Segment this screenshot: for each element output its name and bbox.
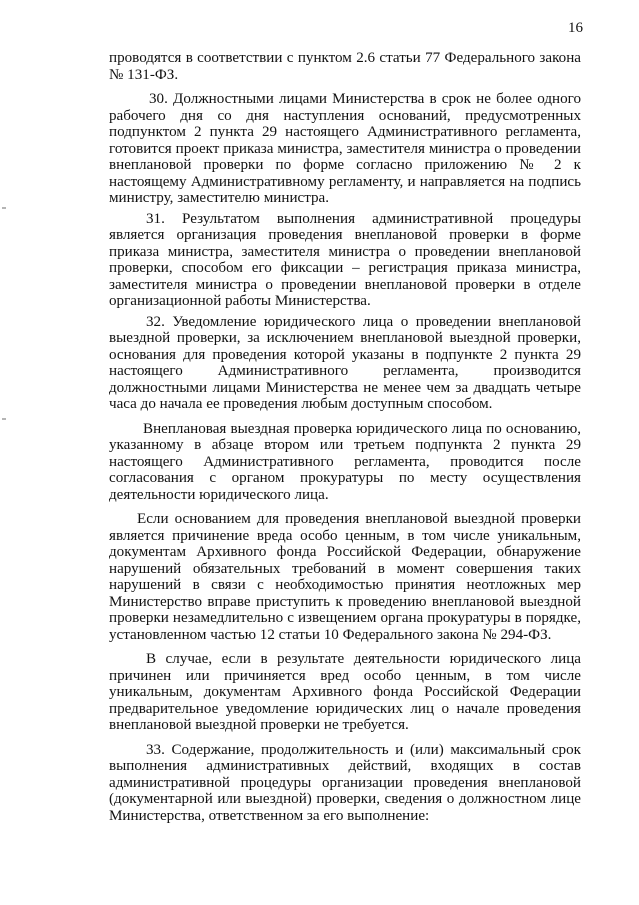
paragraph: В случае, если в результате деятельности юридического лица причинен или причиняется вред особо ценным, в том числе уникальным, документам Архивного фонда Российской Федерации предварительное уведомление юридических лиц о начале проведения внеплановой выездной проверки не требуется. <box>109 651 581 733</box>
margin-mark <box>2 207 6 209</box>
paragraph: проводятся в соответствии с пунктом 2.6 статьи 77 Федерального закона № 131-ФЗ. <box>109 50 581 83</box>
paragraph: 30. Должностными лицами Министерства в срок не более одного рабочего дня со дня наступления оснований, предусмотренных подпунктом 2 пункта 29 настоящего Административного регламента, готовится проект приказа министра, заместителя министра о проведении внеплановой проверки по форме согласно приложению № 2 к настоящему Административному регламенту, и направляется на подпись министру, заместителю министра. <box>109 91 581 206</box>
margin-mark <box>2 418 6 420</box>
page-number: 16 <box>568 20 583 36</box>
paragraph: 33. Содержание, продолжительность и (или) максимальный срок выполнения административных действий, входящих в состав административной процедуры организации проведения внеплановой (документарной или выездной) проверки, сведения о должностном лице Министерства, ответственном за его выполнение: <box>109 741 581 824</box>
paragraph: 31. Результатом выполнения административной процедуры является организация проведения внеплановой проверки в форме приказа министра, заместителя министра о проведении внеплановой проверки, способом его фиксации – регистрация приказа министра, заместителя министра о проведении внеплановой проверки в отделе организационной работы Министерства. <box>109 210 581 309</box>
paragraph: Внеплановая выездная проверка юридического лица по основанию, указанному в абзаце втором или третьем подпункта 2 пункта 29 настоящего Административного регламента, проводится после согласования с органом прокуратуры по месту осуществления деятельности юридического лица. <box>109 420 581 503</box>
paragraph: 32. Уведомление юридического лица о проведении внеплановой выездной проверки, за исключением внеплановой выездной проверки, основания для проведения которой указаны в подпункте 2 пункта 29 настоящего Административного регламента, производится должностными лицами Министерства не менее чем за двадцать четыре часа до начала ее проведения любым доступным способом. <box>109 313 581 412</box>
paragraph: Если основанием для проведения внеплановой выездной проверки является причинение вреда особо ценным, в том числе уникальным, документам Архивного фонда Российской Федерации, обнаружение нарушений обязательных требований в момент совершения таких нарушений в связи с необходимостью принятия неотложных мер Министерство вправе приступить к проведению внеплановой выездной проверки незамедлительно с извещением органа прокуратуры в порядке, установленном частью 12 статьи 10 Федерального закона № 294-ФЗ. <box>109 511 581 643</box>
document-body <box>109 50 581 824</box>
